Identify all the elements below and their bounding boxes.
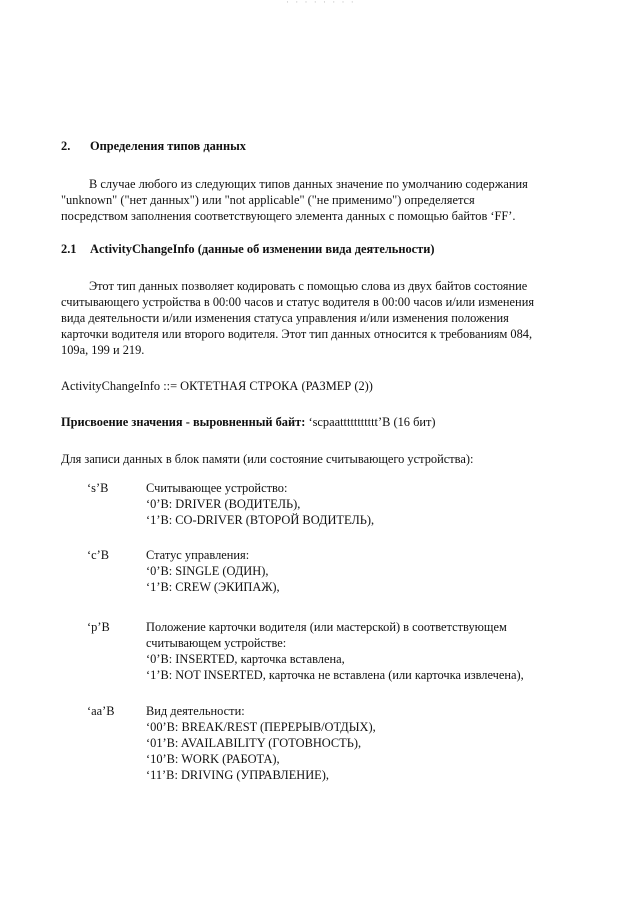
code-description-aa (146, 703, 376, 783)
code-description-p (146, 619, 524, 683)
paragraph-line: "unknown" ("нет данных") или "not applicable" ("не применимо") определяется (61, 193, 475, 207)
paragraph-line: посредством заполнения соответствующего элемента данных с помощью байтов ‘FF’. (61, 209, 516, 223)
code-line: ‘1’B: CO-DRIVER (ВТОРОЙ ВОДИТЕЛЬ), (146, 513, 375, 527)
section-2-1-title: ActivityChangeInfo (данные об изменении вида деятельности) (90, 242, 435, 256)
code-line: ‘00’B: BREAK/REST (ПЕРЕРЫВ/ОТДЫХ), (146, 720, 376, 734)
code-label-c: ‘c’B (87, 548, 110, 562)
code-description-s (146, 480, 374, 528)
paragraph-line: Этот тип данных позволяет кодировать с помощью слова из двух байтов состояние (89, 279, 528, 293)
section-2-1-paragraph (61, 278, 551, 358)
paragraph-line: 109a, 199 и 219. (61, 343, 145, 357)
code-line: ‘1’B: CREW (ЭКИПАЖ), (146, 580, 280, 594)
code-line: ‘11’B: DRIVING (УПРАВЛЕНИЕ), (146, 768, 329, 782)
code-line: Положение карточки водителя (или мастерской) в соответствующем (146, 620, 507, 634)
code-label-aa: ‘aa’B (87, 704, 115, 718)
top-scan-mark: · · · · · · · · (286, 0, 356, 7)
code-line: ‘0’B: INSERTED, карточка вставлена, (146, 652, 345, 666)
assignment-label: Присвоение значения - выровненный байт: (61, 415, 306, 429)
assignment-value: ‘scpaattttttttttt’B (16 бит) (308, 415, 436, 429)
section-2-title: Определения типов данных (90, 139, 246, 153)
section-2-1-number: 2.1 (61, 242, 77, 256)
paragraph-line: вида деятельности и/или изменения статуса управления и/или изменения положения (61, 311, 509, 325)
code-line: Статус управления: (146, 548, 250, 562)
code-line: ‘0’B: DRIVER (ВОДИТЕЛЬ), (146, 497, 301, 511)
paragraph-line: карточки водителя или второго водителя. Этот тип данных относится к требованиям 084, (61, 327, 533, 341)
paragraph-line: В случае любого из следующих типов данных значение по умолчанию содержания (89, 177, 528, 191)
code-label-s: ‘s’B (87, 481, 109, 495)
section-2-paragraph (61, 176, 551, 224)
code-line: Вид деятельности: (146, 704, 245, 718)
paragraph-line: считывающего устройства в 00:00 часов и статус водителя в 00:00 часов и/или изменения (61, 295, 535, 309)
type-definition: ActivityChangeInfo ::= ОКТЕТНАЯ СТРОКА (РАЗМЕР (2)) (61, 379, 373, 393)
code-line: ‘10’B: WORK (РАБОТА), (146, 752, 280, 766)
code-line: ‘0’B: SINGLE (ОДИН), (146, 564, 269, 578)
code-line: считывающем устройстве: (146, 636, 287, 650)
code-description-c (146, 547, 280, 595)
value-assignment (61, 414, 436, 430)
memory-note: Для записи данных в блок памяти (или состояние считывающего устройства): (61, 452, 474, 466)
section-2-number: 2. (61, 139, 71, 153)
code-line: ‘1’B: NOT INSERTED, карточка не вставлена (или карточка извлечена), (146, 668, 524, 682)
code-line: Считывающее устройство: (146, 481, 288, 495)
code-line: ‘01’B: AVAILABILITY (ГОТОВНОСТЬ), (146, 736, 362, 750)
code-label-p: ‘p’B (87, 620, 110, 634)
